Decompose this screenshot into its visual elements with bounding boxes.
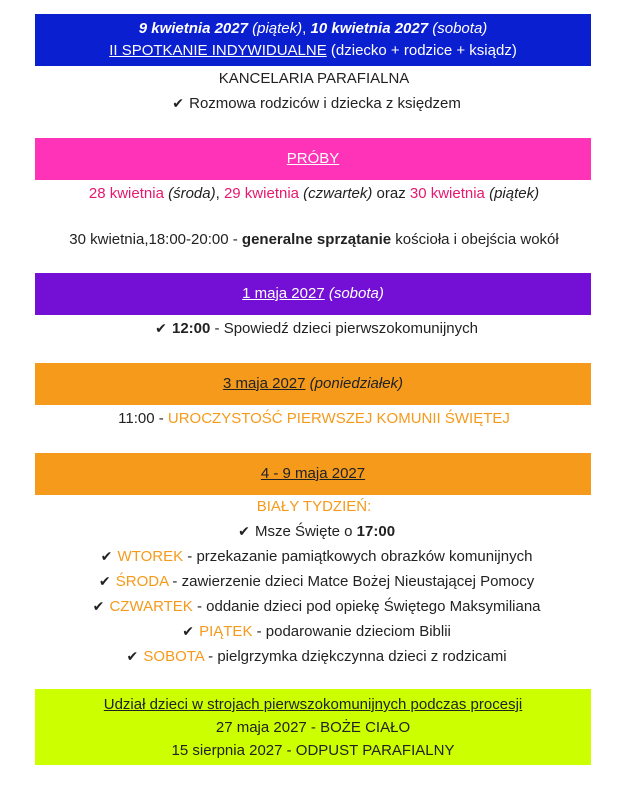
weekday-text: - pielgrzymka dziękczynna dzieci z rodzicami (203, 648, 507, 665)
check-icon: ✔ (98, 574, 111, 590)
procession-line-2: 15 sierpnia 2027 - ODPUST PARAFIALNY (171, 742, 455, 759)
list-item (0, 598, 628, 615)
white-week-title: BIAŁY TYDZIEŃ: (256, 498, 372, 515)
header-band-confession (35, 273, 591, 315)
rehearsal-day-3: (piątek) (489, 185, 540, 202)
header-band-communion (35, 363, 591, 405)
header-band-white-week (35, 453, 591, 495)
mass-time: 17:00 (356, 523, 396, 540)
weekday-text: - podarowanie dzieciom Biblii (252, 623, 451, 640)
header-band-meeting (35, 14, 591, 66)
rehearsal-dates (0, 185, 628, 202)
meeting-day-2: (sobota) (432, 20, 488, 37)
check-icon: ✔ (238, 524, 250, 540)
weekday-text: - zawierzenie dzieci Matce Bożej Nieustającej Pomocy (168, 573, 535, 590)
rehearsal-and: oraz (372, 185, 410, 202)
mass-prefix: Msze Święte o (254, 523, 357, 540)
rehearsal-date-1: 28 kwietnia (88, 185, 164, 202)
check-icon: ✔ (155, 321, 167, 337)
procession-line-1: 27 maja 2027 - BOŻE CIAŁO (215, 719, 411, 736)
communion-date: 3 maja 2027 (222, 375, 306, 392)
cleaning-bold: generalne sprzątanie (241, 231, 392, 248)
confession-text: - Spowiedź dzieci pierwszokomunijnych (210, 320, 478, 337)
check-icon: ✔ (126, 649, 139, 665)
weekday-name: SOBOTA (143, 648, 204, 665)
communion-day: (poniedziałek) (309, 375, 404, 392)
meeting-day-1: (piątek) (252, 20, 303, 37)
list-item (0, 573, 628, 590)
weekday-name: CZWARTEK (109, 598, 193, 615)
confession-day: (sobota) (328, 285, 384, 302)
mass-line (0, 523, 628, 540)
cleaning-prefix: 30 kwietnia,18:00-20:00 - (69, 231, 242, 248)
meeting-date-separator: , (302, 20, 311, 37)
weekday-text: - oddanie dzieci pod opiekę Świętego Maksymiliana (192, 598, 541, 615)
meeting-item (0, 95, 628, 112)
meeting-title-suffix: (dziecko + rodzice + ksiądz) (326, 42, 517, 59)
meeting-date-1: 9 kwietnia 2027 (138, 20, 248, 37)
check-icon: ✔ (172, 96, 184, 112)
meeting-place: KANCELARIA PARAFIALNA (218, 70, 410, 87)
check-icon: ✔ (100, 549, 113, 565)
cleaning-suffix: kościoła i obejścia wokół (391, 231, 559, 248)
rehearsal-day-1: (środa) (168, 185, 216, 202)
cleaning-line (0, 231, 628, 248)
rehearsal-sep-1: , (215, 185, 224, 202)
communion-event: UROCZYSTOŚĆ PIERWSZEJ KOMUNII ŚWIĘTEJ (167, 410, 510, 427)
rehearsal-day-2: (czwartek) (303, 185, 373, 202)
meeting-item-text: Rozmowa rodziców i dziecka z księdzem (189, 95, 461, 112)
header-band-rehearsals (35, 138, 591, 180)
rehearsals-title: PRÓBY (286, 150, 340, 167)
meeting-date-2: 10 kwietnia 2027 (310, 20, 429, 37)
communion-time: 11:00 - (118, 410, 168, 427)
weekday-text: - przekazanie pamiątkowych obrazków komunijnych (183, 548, 533, 565)
meeting-title: II SPOTKANIE INDYWIDUALNE (109, 42, 327, 59)
confession-date: 1 maja 2027 (242, 285, 325, 302)
procession-band (35, 689, 591, 765)
rehearsal-date-3: 30 kwietnia (409, 185, 485, 202)
check-icon: ✔ (182, 624, 194, 640)
confession-time: 12:00 (172, 320, 211, 337)
list-item (0, 623, 628, 640)
list-item (0, 648, 628, 665)
weekday-name: ŚRODA (115, 573, 169, 590)
check-icon: ✔ (92, 599, 105, 615)
weekday-name: WTOREK (117, 548, 184, 565)
weekday-name: PIĄTEK (199, 623, 253, 640)
rehearsal-date-2: 29 kwietnia (223, 185, 299, 202)
list-item (0, 548, 628, 565)
procession-title: Udział dzieci w strojach pierwszokomunijnych podczas procesji (103, 696, 523, 713)
white-week-date: 4 - 9 maja 2027 (260, 465, 366, 482)
confession-item (0, 320, 628, 337)
communion-event-line (0, 410, 628, 427)
